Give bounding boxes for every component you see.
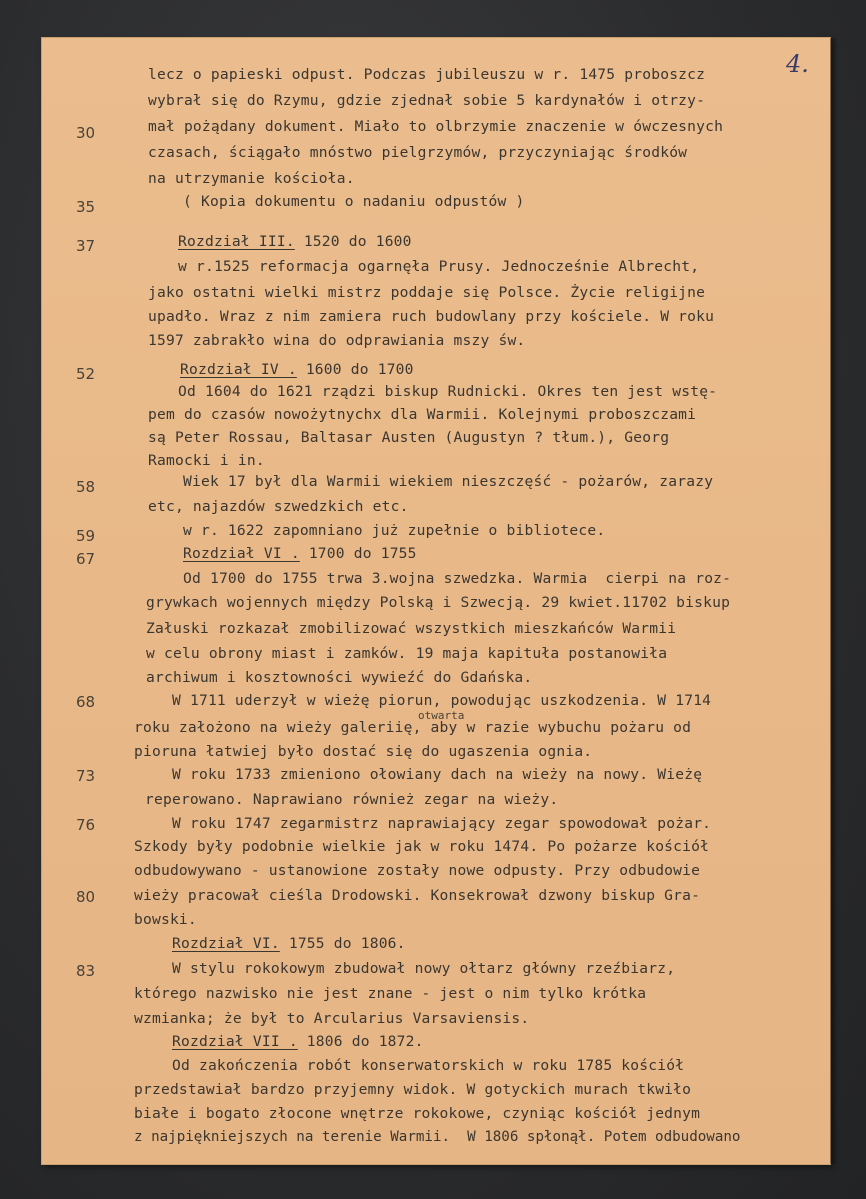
margin-number: 30 bbox=[76, 124, 96, 142]
chapter-heading-title: Rozdział IV . bbox=[180, 361, 297, 378]
text-line: odbudowywano - ustanowione zostały nowe odpusty. Przy odbudowie bbox=[134, 862, 701, 879]
text-line: Od 1604 do 1621 rządzi biskup Rudnicki. Okres ten jest wstę- bbox=[178, 383, 718, 400]
margin-number: 80 bbox=[76, 888, 96, 906]
text-line: Szkody były podobnie wielkie jak w roku 1474. Po pożarze kościół bbox=[134, 838, 710, 855]
text-line: są Peter Rossau, Baltasar Austen (Augustyn ? tłum.), Georg bbox=[148, 429, 670, 446]
text-line: W roku 1733 zmieniono ołowiany dach na wieży na nowy. Wieżę bbox=[172, 766, 703, 783]
margin-number: 58 bbox=[76, 478, 96, 496]
margin-number: 67 bbox=[76, 550, 96, 568]
text-line: W roku 1747 zegarmistrz naprawiający zegar spowodował pożar. bbox=[172, 815, 712, 832]
chapter-heading bbox=[178, 233, 412, 250]
text-line: białe i bogato złocone wnętrze rokokowe, czyniąc kościół jednym bbox=[134, 1105, 701, 1122]
text-line: z najpiękniejszych na terenie Warmii. W 1806 spłonął. Potem odbudowano bbox=[134, 1129, 741, 1145]
margin-number: 37 bbox=[76, 237, 96, 255]
text-line: Od 1700 do 1755 trwa 3.wojna szwedzka. Warmia cierpi na roz- bbox=[183, 570, 732, 587]
text-line: którego nazwisko nie jest znane - jest o nim tylko krótka bbox=[134, 985, 647, 1002]
text-line: roku założono na wieży galeriię, aby w razie wybuchu pożaru od bbox=[134, 719, 692, 736]
margin-number: 35 bbox=[76, 198, 96, 216]
text-line: mał pożądany dokument. Miało to olbrzymie znaczenie w ówczesnych bbox=[148, 118, 724, 135]
chapter-heading-years: 1600 do 1700 bbox=[296, 361, 414, 378]
chapter-heading bbox=[183, 545, 417, 562]
text-line: na utrzymanie kościoła. bbox=[148, 170, 355, 187]
chapter-heading bbox=[172, 935, 406, 952]
typed-correction: otwarta bbox=[418, 709, 465, 722]
margin-number: 59 bbox=[76, 527, 96, 545]
margin-number: 83 bbox=[76, 962, 96, 980]
margin-number: 73 bbox=[76, 767, 96, 785]
handwritten-page-number: 4. bbox=[786, 50, 809, 78]
text-line: grywkach wojennych między Polską i Szwecją. 29 kwiet.11702 biskup bbox=[146, 594, 731, 611]
text-line: archiwum i kosztowności wywieźć do Gdańska. bbox=[146, 669, 533, 686]
text-line: czasach, ściągało mnóstwo pielgrzymów, przyczyniając środków bbox=[148, 144, 688, 161]
chapter-heading-title: Rozdział VI. bbox=[172, 935, 280, 952]
chapter-heading-title: Rozdział VII . bbox=[172, 1033, 298, 1050]
text-line: 1597 zabrakło wina do odprawiania mszy św. bbox=[148, 332, 526, 349]
page-edge-shadow bbox=[830, 38, 838, 1164]
text-line: w celu obrony miast i zamków. 19 maja kapituła postanowiła bbox=[146, 645, 668, 662]
chapter-heading-years: 1806 do 1872. bbox=[297, 1033, 424, 1050]
chapter-heading-years: 1700 do 1755 bbox=[299, 545, 417, 562]
text-line: wieży pracował cieśla Drodowski. Konsekrował dzwony biskup Gra- bbox=[134, 887, 701, 904]
chapter-heading-title: Rozdział III. bbox=[178, 233, 295, 250]
text-line: w r. 1622 zapomniano już zupełnie o bibliotece. bbox=[183, 522, 606, 539]
text-line: wzmianka; że był to Arcularius Varsaviensis. bbox=[134, 1010, 530, 1027]
margin-number: 68 bbox=[76, 693, 96, 711]
text-line: reperowano. Naprawiano również zegar na wieży. bbox=[145, 791, 559, 808]
chapter-heading bbox=[180, 361, 414, 378]
text-line: W stylu rokokowym zbudował nowy ołtarz główny rzeźbiarz, bbox=[172, 960, 676, 977]
text-line: jako ostatni wielki mistrz poddaje się Polsce. Życie religijne bbox=[148, 284, 706, 301]
text-line: upadło. Wraz z nim zamiera ruch budowlany przy kościele. W roku bbox=[148, 308, 715, 325]
text-line: Ramocki i in. bbox=[148, 452, 265, 469]
text-line: Wiek 17 był dla Warmii wiekiem nieszczęść - pożarów, zarazy bbox=[183, 473, 714, 490]
text-line: W 1711 uderzył w wieżę piorun, powodując uszkodzenia. W 1714 bbox=[172, 692, 712, 709]
text-line: Załuski rozkazał zmobilizować wszystkich mieszkańców Warmii bbox=[146, 620, 677, 637]
text-line: pem do czasów nowożytnychx dla Warmii. Kolejnymi proboszczami bbox=[148, 406, 697, 423]
text-line: etc, najazdów szwedzkich etc. bbox=[148, 498, 409, 515]
text-line: w r.1525 reformacja ogarnęła Prusy. Jednocześnie Albrecht, bbox=[178, 258, 700, 275]
text-line: ( Kopia dokumentu o nadaniu odpustów ) bbox=[183, 193, 525, 210]
chapter-heading bbox=[172, 1033, 424, 1050]
text-line: Od zakończenia robót konserwatorskich w roku 1785 kościół bbox=[172, 1057, 685, 1074]
chapter-heading-years: 1520 do 1600 bbox=[294, 233, 412, 250]
margin-number: 76 bbox=[76, 816, 96, 834]
text-line: lecz o papieski odpust. Podczas jubileuszu w r. 1475 proboszcz bbox=[148, 66, 706, 83]
text-line: przedstawiał bardzo przyjemny widok. W gotyckich murach tkwiło bbox=[134, 1081, 692, 1098]
chapter-heading-title: Rozdział VI . bbox=[183, 545, 300, 562]
chapter-heading-years: 1755 do 1806. bbox=[279, 935, 406, 952]
text-line: wybrał się do Rzymu, gdzie zjednał sobie 5 kardynałów i otrzy- bbox=[148, 92, 706, 109]
text-line: pioruna łatwiej było dostać się do ugaszenia ognia. bbox=[134, 743, 593, 760]
text-line: bowski. bbox=[134, 911, 197, 928]
margin-number: 52 bbox=[76, 365, 96, 383]
